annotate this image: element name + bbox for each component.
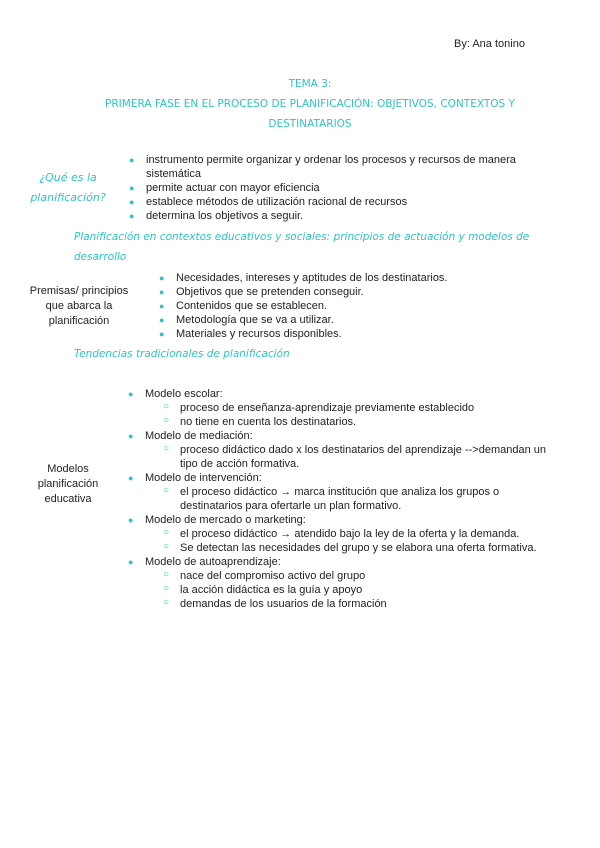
- sublist-item: ○ demandas de los usuarios de la formación: [163, 597, 387, 610]
- bullet-icon: ●: [128, 515, 134, 525]
- list-item: ● Metodología que se va a utilizar.: [159, 314, 334, 326]
- sublist: [145, 443, 555, 471]
- bullet-icon: ●: [159, 287, 165, 297]
- circle-bullet-icon: ○: [163, 415, 170, 426]
- bullet-icon: ●: [159, 329, 165, 339]
- label-line: educativa: [44, 493, 92, 505]
- section-heading-contextos: [74, 227, 554, 267]
- label-line: planificación: [48, 315, 110, 327]
- sublist-item: ○ el proceso didáctico → atendido bajo la ley de la oferta y la demanda.: [163, 527, 520, 540]
- list-item: ● Contenidos que se establecen.: [159, 300, 328, 312]
- bullet-icon: ●: [129, 211, 135, 221]
- sublist-item: ○ proceso de enseñanza-aprendizaje previamente establecido: [163, 401, 475, 414]
- circle-bullet-icon: ○: [163, 443, 170, 454]
- section-heading-tendencias: Tendencias tradicionales de planificación: [74, 348, 290, 360]
- list-item: ● instrumento permite organizar y ordenar los procesos y recursos de manera sistemática: [129, 154, 516, 180]
- circle-bullet-icon: ○: [163, 541, 170, 552]
- label-line: planificación: [37, 478, 99, 490]
- list-item: ● Modelo de mediación: ○ proceso didáctico dado x los destinatarios del aprendizaje -->demandan un tipo de acción formativa.: [145, 429, 555, 471]
- bullet-icon: ●: [159, 273, 165, 283]
- bullet-icon: ●: [129, 197, 135, 207]
- bullet-icon: ●: [129, 155, 135, 165]
- circle-bullet-icon: ○: [163, 597, 170, 608]
- bullet-icon: ●: [129, 183, 135, 193]
- bullet-icon: ●: [128, 473, 134, 483]
- title-line: DESTINATARIOS: [268, 118, 352, 130]
- bullet-icon: ●: [128, 389, 134, 399]
- sublist-item: ○ la acción didáctica es la guía y apoyo: [163, 583, 363, 596]
- planificacion-list: [129, 153, 546, 223]
- section-label-planificacion: [18, 168, 118, 208]
- bullet-icon: ●: [128, 431, 134, 441]
- list-item: ● Materiales y recursos disponibles.: [159, 328, 342, 340]
- bullet-icon: ●: [159, 301, 165, 311]
- sublist-item: ○ no tiene en cuenta los destinatarios.: [163, 415, 357, 428]
- list-item: ● establece métodos de utilización racional de recursos: [129, 196, 408, 208]
- list-item: ● Modelo de mercado o marketing: ○ el proceso didáctico → atendido bajo la ley de la oferta y la demanda. ○ Se detectan las necesidades del grupo y se elabora una oferta formativa.: [145, 513, 555, 555]
- label-line: ¿Qué es la: [39, 171, 97, 184]
- sublist: [145, 401, 555, 429]
- sublist-item: ○ nace del compromiso activo del grupo: [163, 569, 366, 582]
- circle-bullet-icon: ○: [163, 569, 170, 580]
- label-line: Modelos: [47, 463, 89, 475]
- section-label-premisas: [20, 284, 138, 329]
- bullet-icon: ●: [128, 557, 134, 567]
- list-item: ● Necesidades, intereses y aptitudes de los destinatarios.: [159, 272, 448, 284]
- label-line: Premisas/ principios: [29, 285, 129, 297]
- section-label-modelos: [18, 462, 118, 507]
- circle-bullet-icon: ○: [163, 401, 170, 412]
- premisas-list: [159, 271, 506, 341]
- heading-line: Planificación en contextos educativos y sociales: principios de actuación y modelos de: [74, 231, 530, 243]
- sublist: [145, 485, 555, 513]
- title-line: TEMA 3:: [288, 78, 332, 90]
- sublist-item: ○ el proceso didáctico → marca institución que analiza los grupos o destinatarios para ofertarle un plan formativo.: [163, 485, 500, 512]
- circle-bullet-icon: ○: [163, 527, 170, 538]
- list-item: ● Modelo de intervención: ○ el proceso didáctico → marca institución que analiza los grupos o destinatarios para ofertarle un plan formativo.: [145, 471, 555, 513]
- list-item: ● Modelo escolar: ○ proceso de enseñanza-aprendizaje previamente establecido ○ no tiene en cuenta los destinatarios.: [145, 387, 555, 429]
- list-item: ● determina los objetivos a seguir.: [129, 210, 304, 222]
- sublist-item: ○ Se detectan las necesidades del grupo y se elabora una oferta formativa.: [163, 541, 537, 554]
- sublist-item: ○ proceso didáctico dado x los destinatarios del aprendizaje -->demandan un tipo de acción formativa.: [163, 443, 546, 470]
- circle-bullet-icon: ○: [163, 485, 170, 496]
- circle-bullet-icon: ○: [163, 583, 170, 594]
- title-line: PRIMERA FASE EN EL PROCESO DE PLANIFICACIÓN: OBJETIVOS, CONTEXTOS Y: [105, 98, 515, 110]
- heading-line: desarrollo: [74, 251, 127, 263]
- modelos-list: [128, 387, 555, 611]
- list-item: ● permite actuar con mayor eficiencia: [129, 182, 320, 194]
- list-item: ● Modelo de autoaprendizaje: ○ nace del compromiso activo del grupo ○ la acción didáctica es la guía y apoyo ○ demandas de los usuarios de la formación: [145, 555, 555, 611]
- bullet-icon: ●: [159, 315, 165, 325]
- list-item: ● Objetivos que se pretenden conseguir.: [159, 286, 364, 298]
- label-line: que abarca la: [45, 300, 113, 312]
- label-line: planificación?: [30, 191, 106, 204]
- sublist: [145, 569, 555, 611]
- document-title: [60, 74, 560, 134]
- sublist: [145, 527, 555, 555]
- author-credit: By: Ana tonino: [454, 38, 525, 50]
